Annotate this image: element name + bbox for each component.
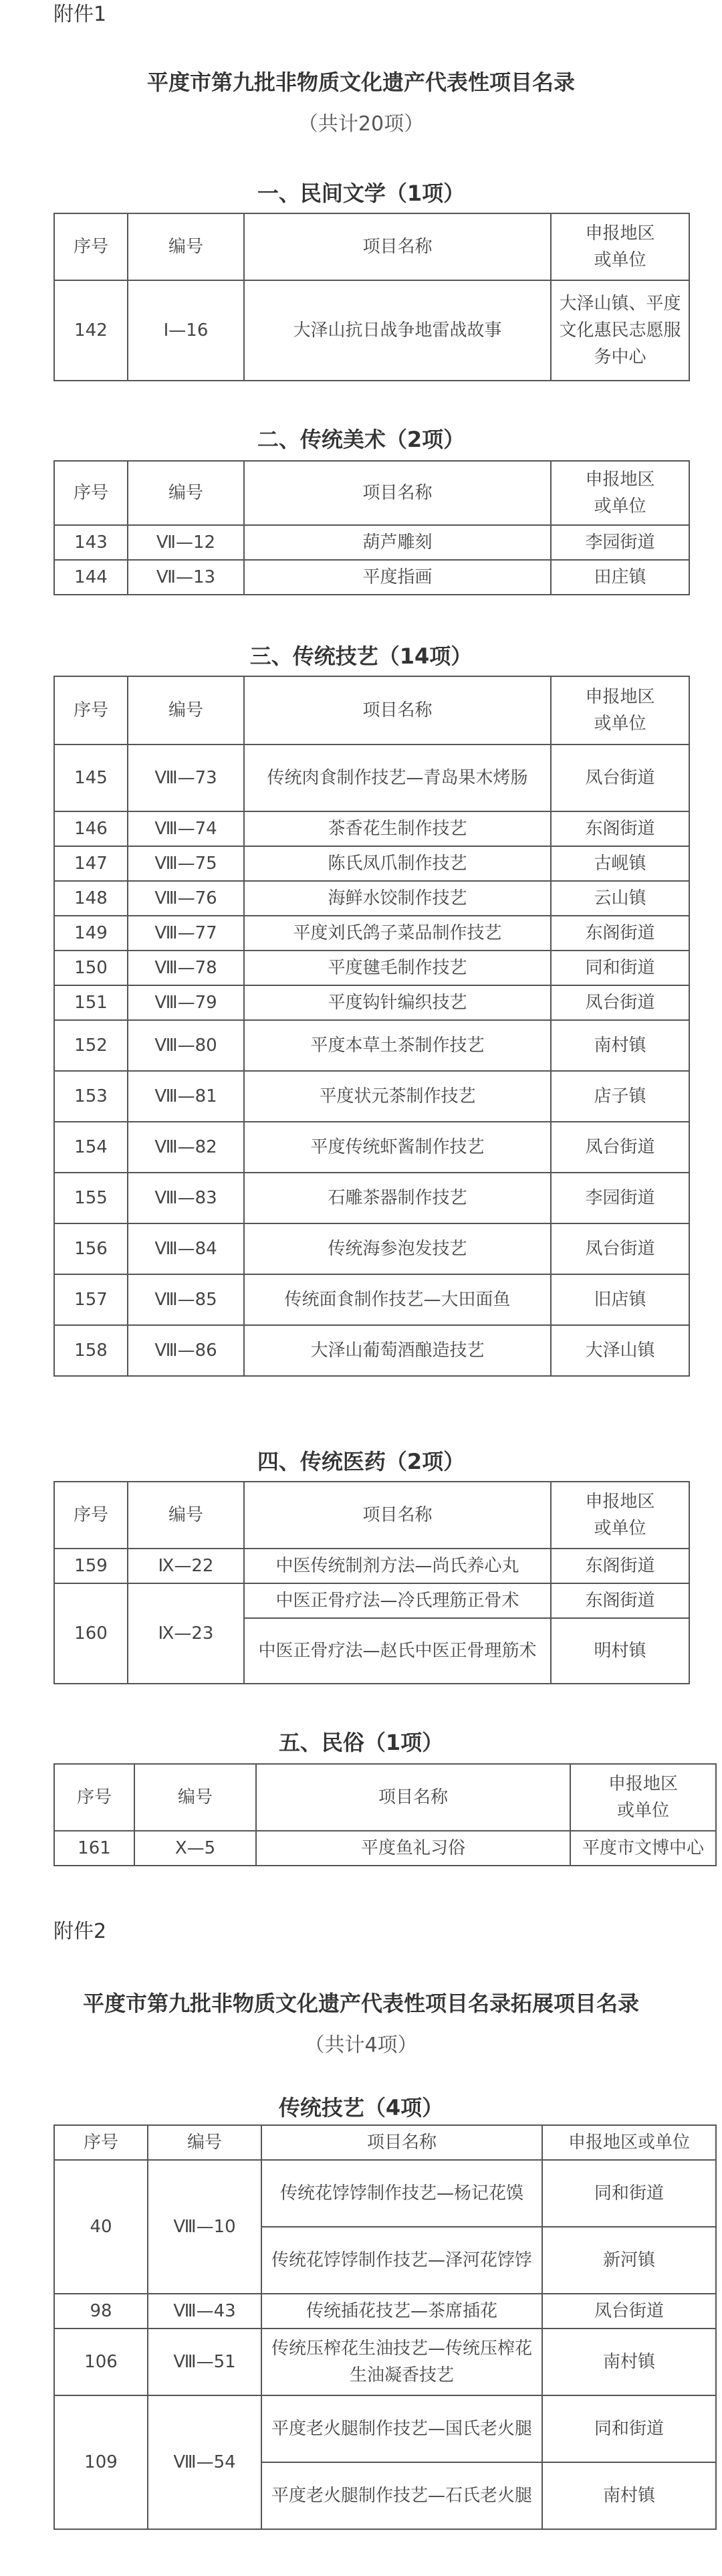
cell-project-name: 传统面食制作技艺—大田面鱼	[244, 1274, 551, 1325]
header-index: 序号	[54, 461, 128, 525]
cell-code: Ⅷ—81	[128, 1071, 244, 1122]
cell-project-name: 平度毽毛制作技艺	[244, 951, 551, 985]
cell-code: Ⅷ—82	[128, 1122, 244, 1173]
cell-project-name: 传统海参泡发技艺	[244, 1223, 551, 1274]
table-row	[54, 560, 689, 595]
table-row	[54, 1831, 716, 1866]
table-row	[54, 1549, 689, 1583]
header-region: 申报地区或单位	[542, 2125, 716, 2160]
cell-code: Ⅰ—16	[128, 280, 244, 381]
header-index: 序号	[54, 1482, 128, 1549]
table-row	[54, 745, 689, 811]
table-row	[54, 2329, 716, 2395]
cell-index: 150	[54, 951, 128, 985]
cell-code: Ⅷ—10	[148, 2160, 261, 2294]
cell-project-name: 陈氏凤爪制作技艺	[244, 846, 551, 881]
cell-code: Ⅷ—73	[128, 745, 244, 811]
cell-code: Ⅷ—51	[148, 2329, 261, 2395]
cell-code: Ⅷ—85	[128, 1274, 244, 1325]
cell-index: 151	[54, 985, 128, 1020]
table-row	[54, 2160, 716, 2227]
appendix1-subtitle: （共计20项）	[297, 112, 425, 136]
cell-region: 南村镇	[551, 1020, 689, 1071]
header-region: 申报地区 或单位	[551, 1482, 689, 1549]
appendix1-title: 平度市第九批非物质文化遗产代表性项目名录	[146, 70, 575, 95]
cell-code: Ⅷ—54	[148, 2395, 261, 2529]
cell-project-name: 茶香花生制作技艺	[244, 811, 551, 846]
cell-project-name: 中医传统制剂方法—尚氏养心丸	[244, 1549, 551, 1583]
table-row	[54, 1020, 689, 1071]
cell-project-name: 平度老火腿制作技艺—石氏老火腿	[261, 2462, 542, 2529]
table-row	[54, 1071, 689, 1122]
cell-region: 东阁街道	[551, 1549, 689, 1583]
cell-project-name: 平度状元茶制作技艺	[244, 1071, 551, 1122]
cell-project-name: 平度指画	[244, 560, 551, 595]
extension-projects-table	[53, 2124, 717, 2530]
cell-code: Ⅹ—5	[134, 1831, 256, 1866]
header-project-name: 项目名称	[244, 213, 551, 280]
header-project-name: 项目名称	[261, 2125, 542, 2160]
section-title-folk-custom: 五、民俗（1项）	[278, 1730, 444, 1755]
cell-index: 145	[54, 745, 128, 811]
cell-code: Ⅷ—83	[128, 1173, 244, 1223]
cell-code: Ⅸ—22	[128, 1549, 244, 1583]
cell-index: 148	[54, 881, 128, 916]
header-project-name: 项目名称	[244, 676, 551, 745]
cell-region: 东阁街道	[551, 811, 689, 846]
table-row	[54, 1173, 689, 1223]
cell-region: 大泽山镇	[551, 1325, 689, 1376]
table-header-row	[54, 1764, 716, 1831]
header-region: 申报地区 或单位	[551, 213, 689, 280]
cell-index: 40	[54, 2160, 148, 2294]
table-header-row	[54, 213, 689, 280]
table-header-row	[54, 461, 689, 525]
appendix1-label: 附件1	[53, 3, 107, 26]
cell-code: Ⅷ—77	[128, 916, 244, 951]
cell-code: Ⅷ—75	[128, 846, 244, 881]
cell-index: 147	[54, 846, 128, 881]
cell-region: 同和街道	[551, 951, 689, 985]
cell-project-name: 葫芦雕刻	[244, 525, 551, 560]
table-row	[54, 1583, 689, 1618]
cell-project-name: 平度老火腿制作技艺—国氏老火腿	[261, 2395, 542, 2462]
cell-project-name: 平度钩针编织技艺	[244, 985, 551, 1020]
cell-code: Ⅷ—76	[128, 881, 244, 916]
table-row	[54, 525, 689, 560]
folk-custom-table	[53, 1763, 717, 1866]
table-row	[54, 985, 689, 1020]
header-region: 申报地区 或单位	[551, 676, 689, 745]
cell-index: 106	[54, 2329, 148, 2395]
table-row	[54, 280, 689, 381]
traditional-medicine-table	[53, 1481, 690, 1684]
header-project-name: 项目名称	[256, 1764, 570, 1831]
cell-region: 大泽山镇、平度文化惠民志愿服务中心	[551, 280, 689, 381]
header-project-name: 项目名称	[244, 461, 551, 525]
cell-project-name: 平度传统虾酱制作技艺	[244, 1122, 551, 1173]
cell-project-name: 传统压榨花生油技艺—传统压榨花生油凝香技艺	[261, 2329, 542, 2395]
cell-code: Ⅷ—78	[128, 951, 244, 985]
cell-project-name: 平度鱼礼习俗	[256, 1831, 570, 1866]
cell-region: 东阁街道	[551, 916, 689, 951]
cell-index: 143	[54, 525, 128, 560]
table-row	[54, 846, 689, 881]
cell-project-name: 传统插花技艺—茶席插花	[261, 2294, 542, 2329]
cell-project-name: 传统肉食制作技艺—青岛果木烤肠	[244, 745, 551, 811]
cell-project-name: 平度本草土茶制作技艺	[244, 1020, 551, 1071]
cell-region: 云山镇	[551, 881, 689, 916]
cell-code: Ⅷ—80	[128, 1020, 244, 1071]
header-project-name: 项目名称	[244, 1482, 551, 1549]
table-row	[54, 1223, 689, 1274]
table-row	[54, 811, 689, 846]
traditional-craft-table	[53, 676, 690, 1377]
cell-code: Ⅶ—12	[128, 525, 244, 560]
cell-index: 155	[54, 1173, 128, 1223]
cell-region: 新河镇	[542, 2227, 716, 2294]
header-code: 编号	[128, 461, 244, 525]
cell-region: 古岘镇	[551, 846, 689, 881]
header-code: 编号	[128, 213, 244, 280]
cell-index: 98	[54, 2294, 148, 2329]
cell-project-name: 中医正骨疗法—冷氏理筋正骨术	[244, 1583, 551, 1618]
header-index: 序号	[54, 2125, 148, 2160]
section-title-traditional-art: 二、传统美术（2项）	[257, 427, 465, 452]
header-code: 编号	[128, 676, 244, 745]
cell-index: 153	[54, 1071, 128, 1122]
cell-region: 凤台街道	[551, 985, 689, 1020]
table-header-row	[54, 1482, 689, 1549]
table-header-row	[54, 2125, 716, 2160]
cell-region: 同和街道	[542, 2395, 716, 2462]
cell-index: 161	[54, 1831, 134, 1866]
cell-index: 154	[54, 1122, 128, 1173]
cell-code: Ⅶ—13	[128, 560, 244, 595]
section-title-appendix2-craft: 传统技艺（4项）	[278, 2095, 444, 2120]
folk-literature-table	[53, 213, 690, 381]
cell-index: 109	[54, 2395, 148, 2529]
cell-region: 凤台街道	[551, 1223, 689, 1274]
cell-region: 同和街道	[542, 2160, 716, 2227]
cell-code: Ⅷ—74	[128, 811, 244, 846]
cell-index: 160	[54, 1583, 128, 1684]
header-code: 编号	[128, 1482, 244, 1549]
cell-project-name: 大泽山抗日战争地雷战故事	[244, 280, 551, 381]
table-row	[54, 916, 689, 951]
table-header-row	[54, 676, 689, 745]
cell-region: 平度市文博中心	[570, 1831, 716, 1866]
cell-project-name: 中医正骨疗法—赵氏中医正骨理筋术	[244, 1618, 551, 1684]
cell-index: 149	[54, 916, 128, 951]
cell-project-name: 大泽山葡萄酒酿造技艺	[244, 1325, 551, 1376]
cell-code: Ⅷ—84	[128, 1223, 244, 1274]
cell-region: 旧店镇	[551, 1274, 689, 1325]
cell-region: 李园街道	[551, 1173, 689, 1223]
cell-project-name: 传统花饽饽制作技艺—泽河花饽饽	[261, 2227, 542, 2294]
cell-region: 田庄镇	[551, 560, 689, 595]
cell-index: 156	[54, 1223, 128, 1274]
header-region: 申报地区 或单位	[551, 461, 689, 525]
cell-project-name: 传统花饽饽制作技艺—杨记花馍	[261, 2160, 542, 2227]
appendix2-label: 附件2	[53, 1920, 107, 1943]
cell-project-name: 平度刘氏鸽子菜品制作技艺	[244, 916, 551, 951]
cell-code: Ⅷ—79	[128, 985, 244, 1020]
cell-region: 店子镇	[551, 1071, 689, 1122]
table-row	[54, 881, 689, 916]
cell-region: 李园街道	[551, 525, 689, 560]
appendix2-subtitle: （共计4项）	[304, 2034, 418, 2057]
header-code: 编号	[148, 2125, 261, 2160]
cell-region: 明村镇	[551, 1618, 689, 1684]
section-title-folk-literature: 一、民间文学（1项）	[257, 181, 465, 206]
table-row	[54, 2395, 716, 2462]
cell-region: 凤台街道	[551, 745, 689, 811]
cell-index: 152	[54, 1020, 128, 1071]
header-index: 序号	[54, 676, 128, 745]
header-index: 序号	[54, 213, 128, 280]
cell-code: Ⅸ—23	[128, 1583, 244, 1684]
cell-index: 158	[54, 1325, 128, 1376]
cell-index: 146	[54, 811, 128, 846]
cell-project-name: 海鲜水饺制作技艺	[244, 881, 551, 916]
header-region: 申报地区 或单位	[570, 1764, 716, 1831]
traditional-art-table	[53, 460, 690, 595]
header-code: 编号	[134, 1764, 256, 1831]
table-row	[54, 1274, 689, 1325]
cell-region: 南村镇	[542, 2329, 716, 2395]
cell-index: 144	[54, 560, 128, 595]
cell-region: 凤台街道	[542, 2294, 716, 2329]
appendix2-title: 平度市第九批非物质文化遗产代表性项目名录拓展项目名录	[82, 1991, 639, 2016]
cell-region: 南村镇	[542, 2462, 716, 2529]
header-index: 序号	[54, 1764, 134, 1831]
section-title-traditional-craft: 三、传统技艺（14项）	[249, 643, 473, 669]
cell-code: Ⅷ—86	[128, 1325, 244, 1376]
cell-index: 157	[54, 1274, 128, 1325]
table-row	[54, 2294, 716, 2329]
cell-index: 159	[54, 1549, 128, 1583]
cell-region: 东阁街道	[551, 1583, 689, 1618]
table-row	[54, 1325, 689, 1376]
section-title-traditional-medicine: 四、传统医药（2项）	[257, 1449, 465, 1474]
cell-code: Ⅷ—43	[148, 2294, 261, 2329]
table-row	[54, 951, 689, 985]
cell-index: 142	[54, 280, 128, 381]
table-row	[54, 1122, 689, 1173]
cell-region: 凤台街道	[551, 1122, 689, 1173]
cell-project-name: 石雕茶器制作技艺	[244, 1173, 551, 1223]
